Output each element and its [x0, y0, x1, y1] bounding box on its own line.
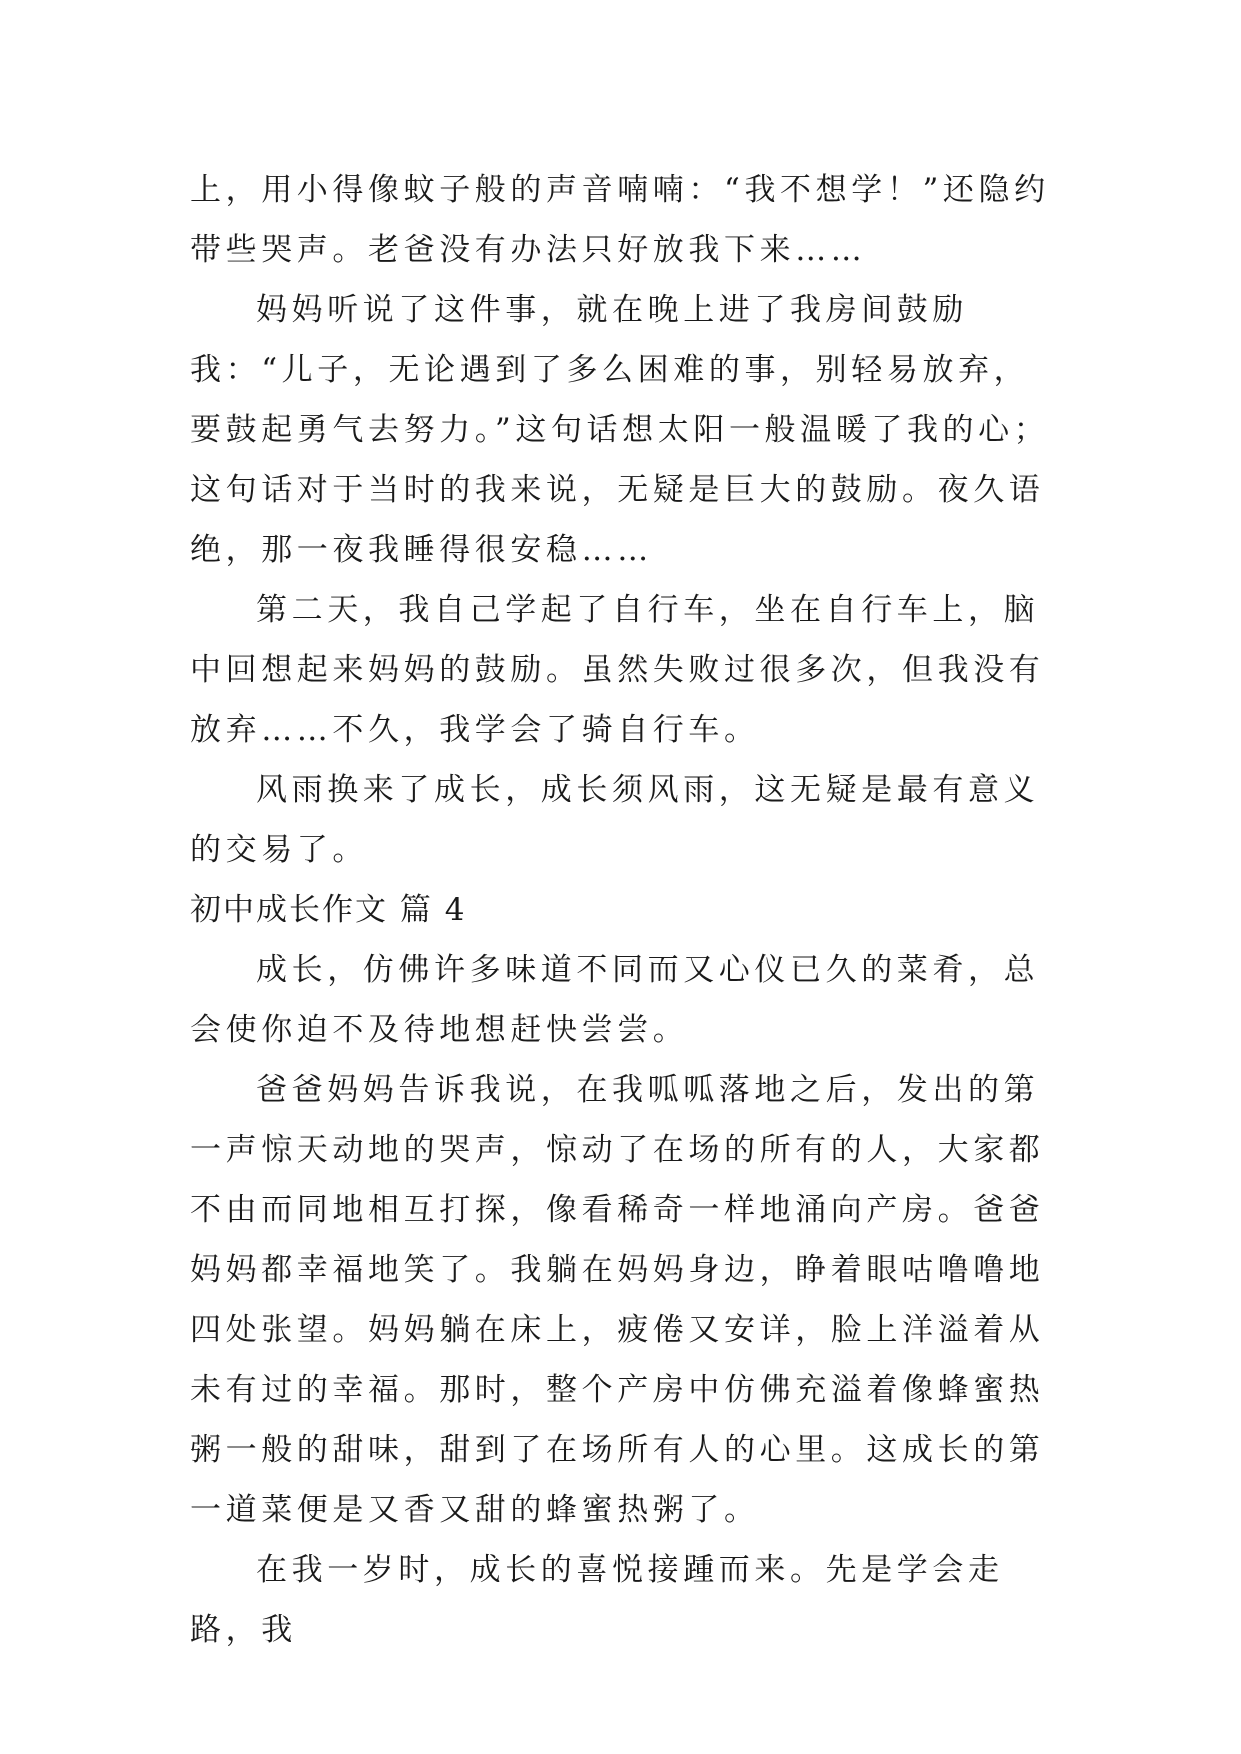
paragraph-1: 上，用小得像蚊子般的声音喃喃：“我不想学！”还隐约带些哭声。老爸没有办法只好放我下来…… — [190, 172, 1050, 268]
paragraph-5: 成长，仿佛许多味道不同而又心仪已久的菜肴，总会使你迫不及待地想赶快尝尝。 — [190, 952, 1040, 1048]
paragraph-4: 风雨换来了成长，成长须风雨，这无疑是最有意义的交易了。 — [190, 772, 1040, 868]
paragraph-7: 在我一岁时，成长的喜悦接踵而来。先是学会走路，我 — [190, 1552, 1004, 1648]
section-heading: 初中成长作文 篇 4 — [190, 892, 467, 928]
paragraph-2: 妈妈听说了这件事，就在晚上进了我房间鼓励我：“儿子，无论遇到了多么困难的事，别轻易放弃，要鼓起勇气去努力。”这句话想太阳一般温暖了我的心；这句话对于当时的我来说，无疑是巨大的鼓励。夜久语绝，那一夜我睡得很安稳…… — [190, 292, 1050, 568]
paragraph-3: 第二天，我自己学起了自行车，坐在自行车上，脑中回想起来妈妈的鼓励。虽然失败过很多次，但我没有放弃……不久，我学会了骑自行车。 — [190, 592, 1045, 748]
document-body — [190, 160, 1050, 1660]
paragraph-6: 爸爸妈妈告诉我说，在我呱呱落地之后，发出的第一声惊天动地的哭声，惊动了在场的所有的人，大家都不由而同地相互打探，像看稀奇一样地涌向产房。爸爸妈妈都幸福地笑了。我躺在妈妈身边，睁着眼咕噜噜地四处张望。妈妈躺在床上，疲倦又安详，脸上洋溢着从未有过的幸福。那时，整个产房中仿佛充溢着像蜂蜜热粥一般的甜味，甜到了在场所有人的心里。这成长的第一道菜便是又香又甜的蜂蜜热粥了。 — [190, 1072, 1045, 1528]
